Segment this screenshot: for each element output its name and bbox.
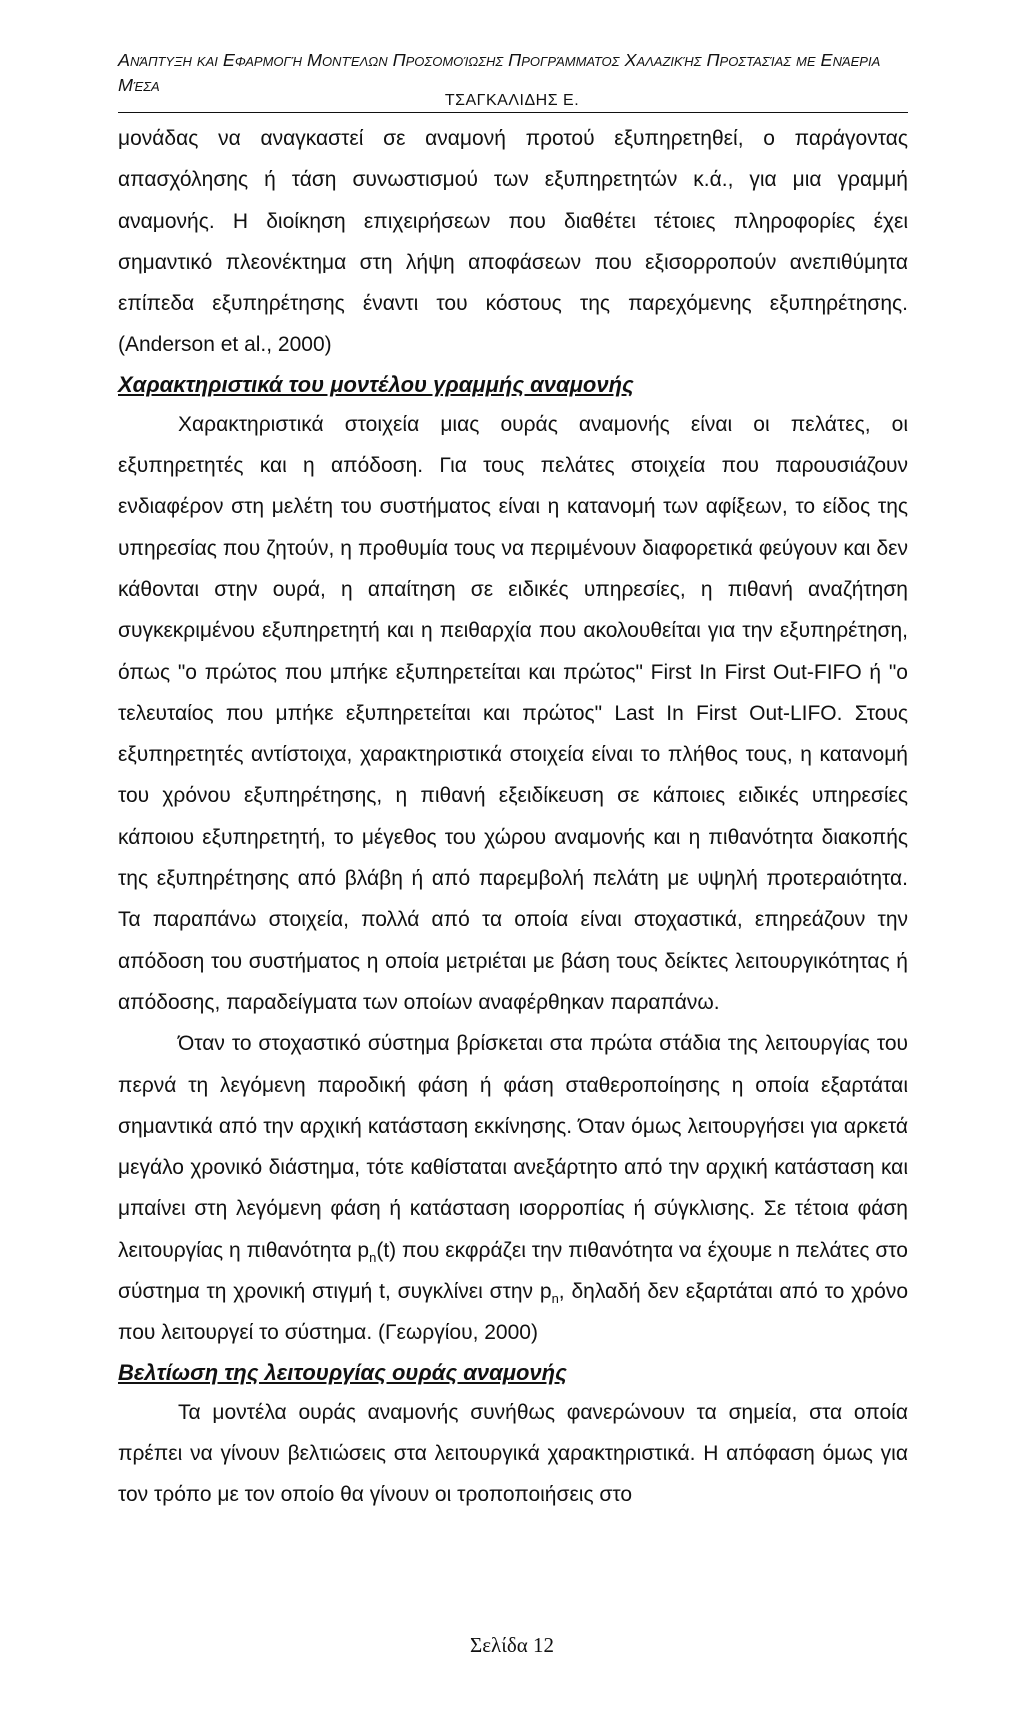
paragraph-4: Τα μοντέλα ουράς αναμονής συνήθως φανερώνουν τα σημεία, στα οποία πρέπει να γίνουν βελτιώσεις στα λειτουργικά χαρακτηριστικά. Η απόφαση όμως για τον τρόπο με τον οποίο θα γίνουν οι τροποποιήσεις στο	[118, 1400, 908, 1507]
section-heading-queue-model: Χαρακτηριστικά του μοντέλου γραμμής αναμονής	[118, 371, 634, 397]
subscript-n-2: n	[551, 1291, 559, 1307]
page-number: 12	[533, 1633, 555, 1657]
paragraph-3-part-c: , δηλαδή δεν εξαρτάται από το χρόνο που λειτουργεί το σύστημα. (Γεωργίου, 2000)	[118, 1280, 908, 1345]
subscript-n-1: n	[369, 1249, 377, 1265]
paragraph-3	[118, 1023, 908, 1353]
paragraph-3-part-a: Όταν το στοχαστικό σύστημα βρίσκεται στα πρώτα στάδια της λειτουργίας του περνά τη λεγόμενη παροδική φάση ή φάση σταθεροποίησης η οποία εξαρτάται σημαντικά από την αρχική κατάσταση εκκίνησης. Όταν όμως λειτουργήσει για αρκετά μεγάλο χρονικό διάστημα, τότε καθίσταται ανεξάρτητο από την αρχική κατάσταση και μπαίνει στη λεγόμενη φάση ή κατάσταση ισορροπίας ή σύγκλισης. Σε τέτοια φάση λειτουργίας η πιθανότητα p	[118, 1032, 908, 1262]
page-footer	[0, 1633, 1024, 1658]
paragraph-3-part-b: (t) που εκφράζει την πιθανότητα να έχουμε n πελάτες στο σύστημα τη χρονική στιγμή t, συγκλίνει στην p	[118, 1238, 908, 1304]
header-divider	[118, 112, 908, 113]
section-heading-queue-improvement: Βελτίωση της λειτουργίας ουράς αναμονής	[118, 1359, 567, 1385]
running-header-title: Ανάπτυξη και Εφαρμογή Μοντέλων Προσομοίωσης Προγράμματος Χαλαζικής Προστασίας με Ενάερια Μέσα	[118, 50, 881, 95]
paragraph-2: Χαρακτηριστικά στοιχεία μιας ουράς αναμονής είναι οι πελάτες, οι εξυπηρετητές και η απόδοση. Για τους πελάτες στοιχεία που παρουσιάζουν ενδιαφέρον στη μελέτη του συστήματος είναι η κατανομή των αφίξεων, το είδος της υπηρεσίας που ζητούν, η προθυμία τους να περιμένουν διαφορετικά φεύγουν και δεν κάθονται στην ουρά, η απαίτηση σε ειδικές υπηρεσίες, η πιθανή αναζήτηση συγκεκριμένου εξυπηρετητή και η πειθαρχία που ακολουθείται για την εξυπηρέτηση, όπως "ο πρώτος που μπήκε εξυπηρετείται και πρώτος" First In First Out-FIFO ή "ο τελευταίος που μπήκε εξυπηρετείται και πρώτος" Last In First Out-LIFO. Στους εξυπηρετητές αντίστοιχα, χαρακτηριστικά στοιχεία είναι το πλήθος τους, η κατανομή του χρόνου εξυπηρέτησης, η πιθανή εξειδίκευση σε κάποιες ειδικές υπηρεσίες κάποιου εξυπηρετητή, το μέγεθος του χώρου αναμονής και η πιθανότητα διακοπής της εξυπηρέτησης από βλάβη ή από παρεμβολή πελάτη με υψηλή προτεραιότητα. Τα παραπάνω στοιχεία, πολλά από τα οποία είναι στοχαστικά, επηρεάζουν την απόδοση του συστήματος η οποία μετριέται με βάση τους δείκτες λειτουργικότητας ή απόδοσης, παραδείγματα των οποίων αναφέρθηκαν παραπάνω.	[118, 412, 908, 1014]
running-header-author: ΤΣΑΓΚΑΛΙΔΗΣ Ε.	[444, 92, 580, 109]
body-text	[118, 118, 908, 1516]
page-label: Σελίδα	[469, 1633, 528, 1657]
paragraph-1: μονάδας να αναγκαστεί σε αναμονή προτού εξυπηρετηθεί, ο παράγοντας απασχόλησης ή τάση συνωστισμού των εξυπηρετητών κ.ά., για μια γραμμή αναμονής. Η διοίκηση επιχειρήσεων που διαθέτει τέτοιες πληροφορίες έχει σημαντικό πλεονέκτημα στη λήψη αποφάσεων που εξισορροπούν ανεπιθύμητα επίπεδα εξυπηρέτησης έναντι του κόστους της παρεχόμενης εξυπηρέτησης. (Anderson et al., 2000)	[118, 127, 908, 357]
